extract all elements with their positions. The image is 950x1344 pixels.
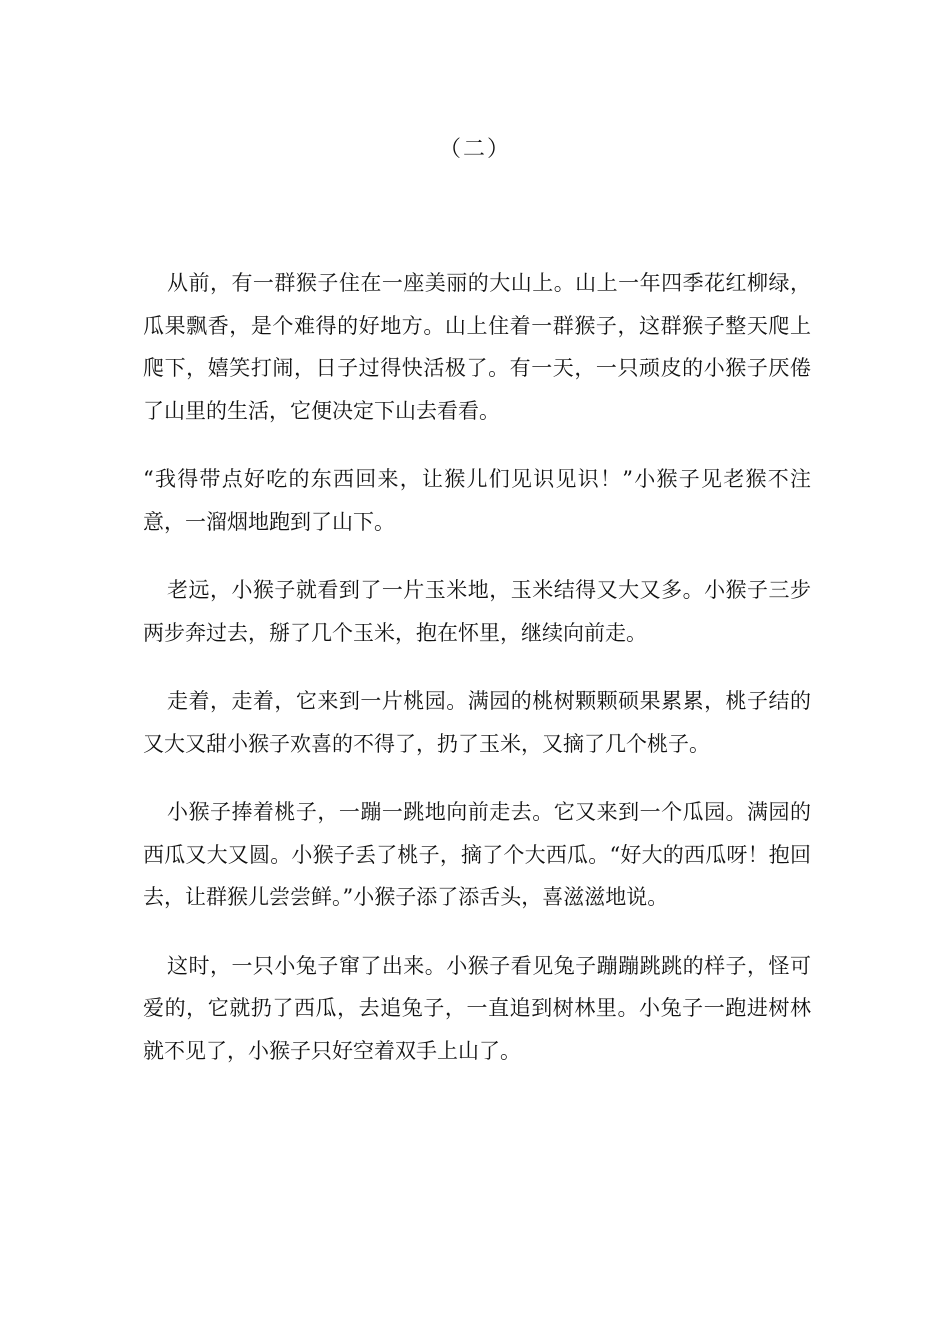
paragraph-6: 这时，一只小兔子窜了出来。小猴子看见兔子蹦蹦跳跳的样子，怪可爱的，它就扔了西瓜，去追兔子，一直追到树林里。小兔子一跑进树林就不见了，小猴子只好空着双手上山了。: [143, 953, 811, 1063]
paragraph-5: 小猴子捧着桃子，一蹦一跳地向前走去。它又来到一个瓜园。满园的西瓜又大又圆。小猴子丢了桃子，摘了个大西瓜。“好大的西瓜呀！抱回去，让群猴儿尝尝鲜。”小猴子添了添舌头，喜滋滋地说。: [143, 800, 811, 909]
paragraph-3: 老远，小猴子就看到了一片玉米地，玉米结得又大又多。小猴子三步两步奔过去，掰了几个玉米，抱在怀里，继续向前走。: [143, 578, 811, 645]
paragraph-4: 走着，走着，它来到一片桃园。满园的桃树颗颗硕果累累，桃子结的又大又甜小猴子欢喜的不得了，扔了玉米，又摘了几个桃子。: [143, 689, 811, 756]
section-heading: （二）: [438, 137, 511, 162]
story-body: [143, 262, 811, 1098]
paragraph-2: “我得带点好吃的东西回来，让猴儿们见识见识！”小猴子见老猴不注意，一溜烟地跑到了山下。: [143, 467, 811, 534]
paragraph-1: 从前，有一群猴子住在一座美丽的大山上。山上一年四季花红柳绿，瓜果飘香，是个难得的好地方。山上住着一群猴子，这群猴子整天爬上爬下，嬉笑打闹，日子过得快活极了。有一天，一只顽皮的小猴子厌倦了山里的生活，它便决定下山去看看。: [143, 271, 811, 423]
